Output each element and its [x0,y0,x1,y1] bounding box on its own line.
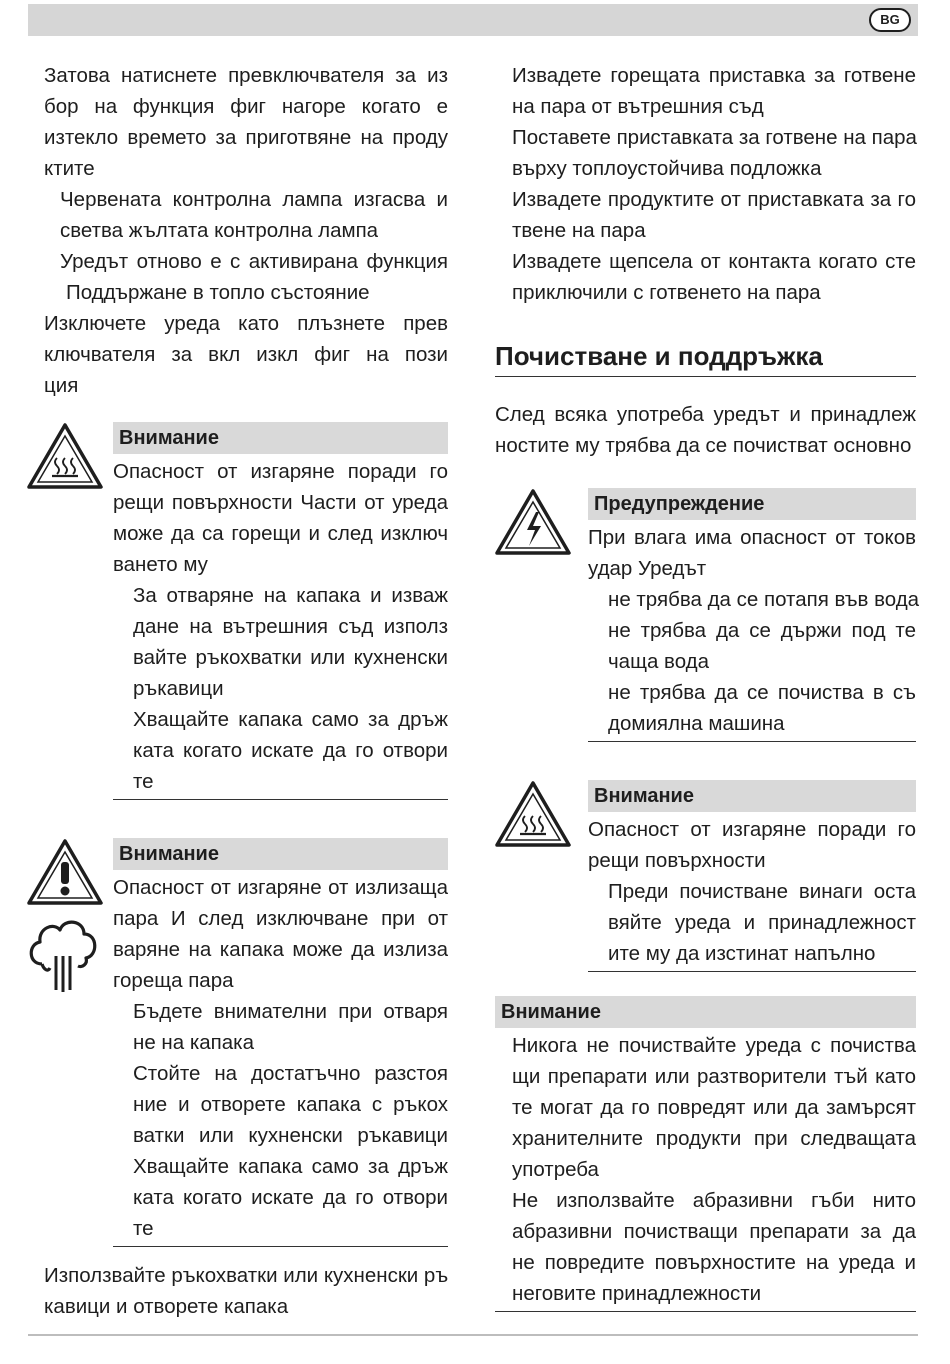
text-line: те могат да го повредят или да замърсят [512,1096,916,1119]
text-line: неговите принадлежности [512,1282,762,1305]
text-line: дане на вътрешния съд използ [133,615,448,638]
text-line: Хващайте капака само за дръж [133,1155,448,1178]
text-line: бор на функция фиг нагоре когато е [44,95,448,118]
text-line: не повредите повърхностите на уреда и [512,1251,916,1274]
text-line: изтекло времето за приготвяне на проду [44,126,448,149]
warning-title: Внимание [588,780,916,812]
warning-steam [26,838,448,1247]
general-warning-icon [26,838,104,906]
text-line: употреба [512,1158,599,1181]
warning-title: Предупреждение [588,488,916,520]
text-line: не трябва да се държи под те [608,619,916,642]
text-line: пара И след изключване при от [113,907,448,930]
text-line: домиялна машина [608,712,785,735]
text-line: Опасност от изгаряне поради го [113,460,448,483]
section-divider [588,741,916,742]
text-line: ция [44,374,79,397]
text-line: Никога не почиствайте уреда с почиства [512,1034,916,1057]
text-line: ние и отворете капака с ръкох [133,1093,448,1116]
steam-icon [26,912,100,994]
closing-paragraph [44,1260,448,1322]
text-line: Преди почистване винаги оста [608,880,916,903]
text-line: ключвателя за вкл изкл фиг на пози [44,343,448,366]
text-line: ностите му трябва да се почистват основно [495,434,912,457]
warning-hot-surface-cleaning [494,780,916,972]
text-line: вайте ръкохватки или кухненски [133,646,448,669]
language-badge: BG [869,8,911,32]
warning-title: Внимание [113,838,448,870]
text-line: не трябва да се потапя във вода [608,588,920,611]
text-line: Изключете уреда като плъзнете прев [44,312,448,335]
text-line: гореща пара [113,969,234,992]
warning-title: Внимание [495,996,916,1028]
hot-surface-warning-icon [494,780,572,848]
text-line: върху топлоустойчива подложка [512,157,822,180]
section-divider [588,971,916,972]
header-bar [28,4,918,36]
text-line: ката когато искате да го отвори [133,739,448,762]
text-line: удар Уредът [588,557,707,580]
text-line: Опасност от изгаряне от излизаща [113,876,448,899]
section-title: Почистване и поддръжка [495,338,916,377]
text-line: Поддържане в топло състояние [66,281,370,304]
text-line: щи препарати или разтворители тъй като [512,1065,916,1088]
text-line: те [133,1217,154,1240]
warning-electric-shock [494,488,920,742]
text-line: Използвайте ръкохватки или кухненски ръ [44,1264,449,1287]
text-line: Червената контролна лампа изгасва и [60,188,448,211]
text-line: варяне на капака може да излиза [113,938,448,961]
warning-hot-surface [26,422,448,800]
hot-surface-warning-icon [26,422,104,490]
text-line: не на капака [133,1031,254,1054]
section-divider [113,1246,448,1247]
text-line: Извадете щепсела от контакта когато сте [512,250,916,273]
text-line: абразивни почистващи препарати за да [512,1220,916,1243]
footer-divider [28,1334,918,1336]
section-divider [113,799,448,800]
text-line: При влага има опасност от токов [588,526,916,549]
text-line: не трябва да се почиства в съ [608,681,916,704]
text-line: Не използвайте абразивни гъби нито [512,1189,916,1212]
text-line: твене на пара [512,219,646,242]
text-line: Извадете продуктите от приставката за го [512,188,916,211]
text-line: Затова натиснете превключвателя за из [44,64,448,87]
text-line: Бъдете внимателни при отваря [133,1000,448,1023]
section-divider [495,1311,916,1312]
electric-shock-warning-icon [494,488,572,556]
text-line: хранителните продукти при следващата [512,1127,916,1150]
left-column [44,60,448,401]
text-line: на пара от вътрешния съд [512,95,764,118]
text-line: Извадете горещата приставка за готвене [512,64,916,87]
cleaning-section [495,338,916,461]
text-line: те [133,770,154,793]
text-line: чаща вода [608,650,710,673]
text-line: кавици и отворете капака [44,1295,289,1318]
warning-cleaning-agents [495,996,916,1312]
text-line: Уредът отново е с активирана функция [60,250,448,273]
text-line: Поставете приставката за готвене на пара [512,126,917,149]
text-line: светва жълтата контролна лампа [60,219,379,242]
text-line: ръкавици [133,677,224,700]
text-line: За отваряне на капака и изваж [133,584,448,607]
text-line: ката когато искате да го отвори [133,1186,448,1209]
right-steps [512,60,916,308]
text-line: ите му да изстинат напълно [608,942,876,965]
text-line: може да са горещи и след изключ [113,522,448,545]
text-line: ктите [44,157,95,180]
text-line: След всяка употреба уредът и принадлеж [495,403,916,426]
text-line: приключили с готвенето на пара [512,281,821,304]
text-line: вяйте уреда и принадлежност [608,911,916,934]
warning-title: Внимание [113,422,448,454]
text-line: ването му [113,553,208,576]
text-line: ватки или кухненски ръкавици [133,1124,448,1147]
text-line: Опасност от изгаряне поради го [588,818,916,841]
text-line: рещи повърхности [588,849,766,872]
text-line: рещи повърхности Части от уреда [113,491,448,514]
text-line: Хващайте капака само за дръж [133,708,448,731]
text-line: Стойте на достатъчно разстоя [133,1062,448,1085]
